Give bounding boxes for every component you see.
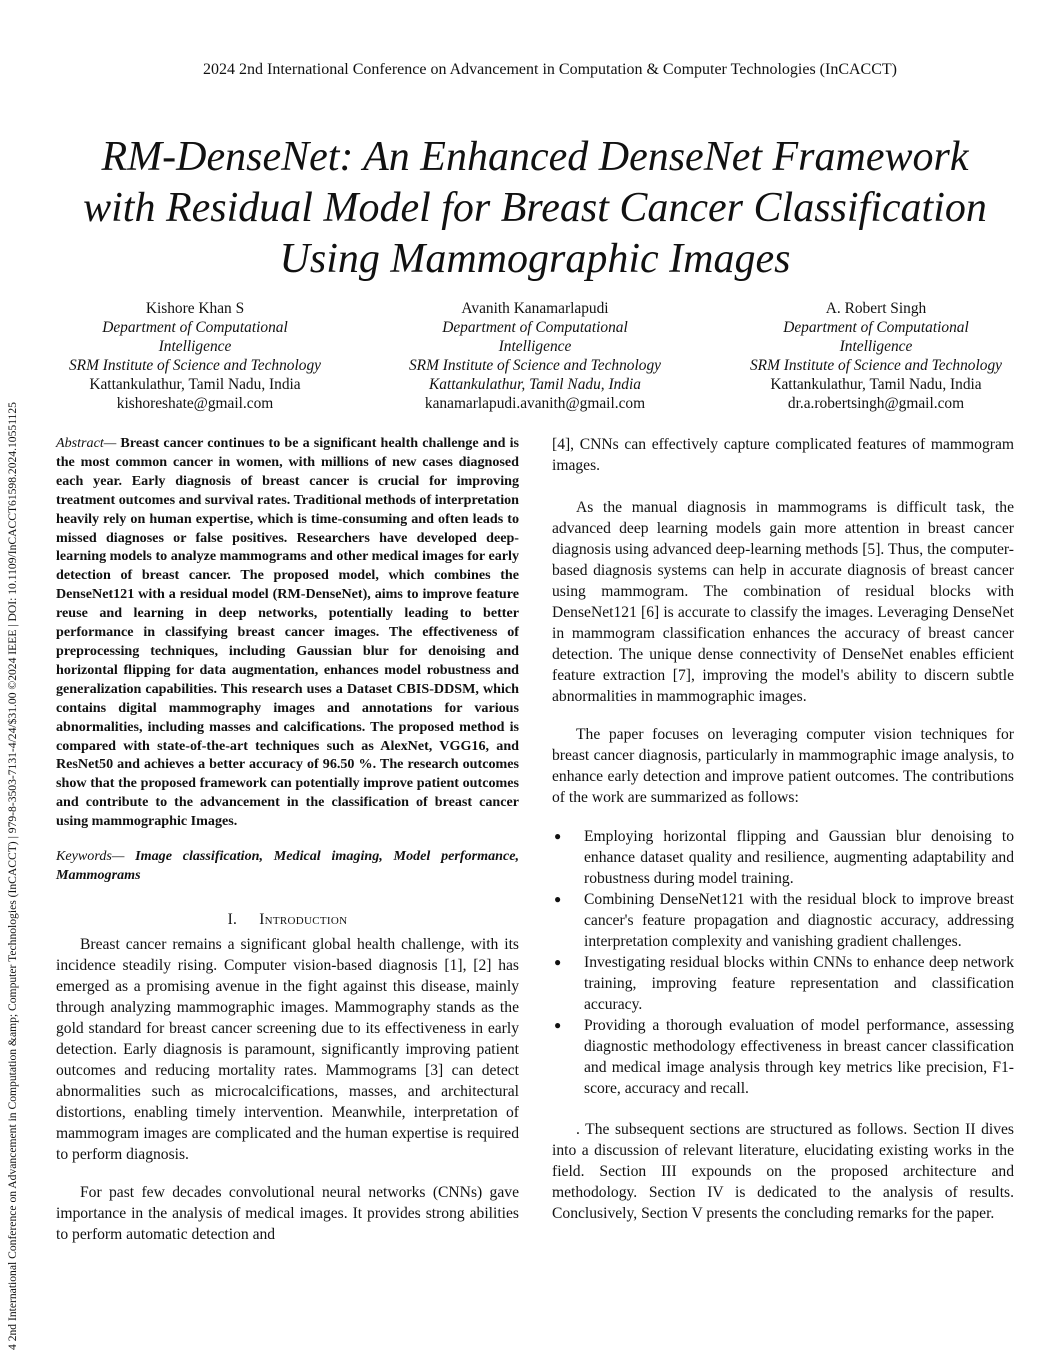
contributions-list	[552, 826, 1014, 1099]
keywords	[56, 847, 519, 885]
intro-paragraph-1: Breast cancer remains a significant global health challenge, with its incidence steadily rising. Computer vision-based diagnosis [1], [2] has emerged as a promising avenue in the fight against this disease, mainly through analyzing mammographic images. Mammography stands as the gold standard for breast cancer screening due to its effectiveness in early detection. Early diagnosis is paramount, significantly improving patient outcomes and reducing mortality rates. Mammograms [3] can detect abnormalities such as microcalcifications, masses, and architectural distortions, enabling timely intervention. Meanwhile, interpretation of mammogram images are complicated and the human expertise is required to perform diagnosis.	[56, 935, 519, 1163]
list-item: ● Investigating residual blocks within CNNs to enhance deep network training, improving feature representation and classification accuracy.	[552, 952, 1014, 1015]
side-doi-stamp: 4 2nd International Conference on Advancement in Computation &amp; Computer Technologies (InCACCT) | 979-8-3503-7131-4/24/$31.00 ©2024 IEEE | DOI: 10.1109/InCACCT61598.2024.10551125	[6, 402, 19, 1350]
author-name: Avanith Kanamarlapudi	[461, 300, 609, 317]
abstract-text: Breast cancer continues to be a significant health challenge and is the most common cancer in women, with millions of new cases diagnosed each year. Early diagnosis of breast cancer is crucial for improving treatment outcomes and survival rates. Traditional methods of interpretation heavily rely on human expertise, which is time-consuming and often leads to missed diagnoses or false positives. Researchers have developed deep-learning models to analyze mammograms and other medical images for early detection of breast cancer. The proposed model, which combines the DenseNet121 with a residual model (RM-DenseNet), aims to improve feature reuse and learning in deep networks, potentially leading to better performance in classifying breast cancer images. The effectiveness of preprocessing techniques, including Gaussian blur for denoising and horizontal flipping for data augmentation, enhances model robustness and generalization capabilities. This research uses a Dataset CBIS-DDSM, which contains digital mammography images and annotations for various abnormalities, including masses and calcifications. The proposed method is compared with state-of-the-art techniques such as AlexNet, VGG16, and ResNet50 and achieves a better accuracy of 96.50 %. The research outcomes show that the proposed framework can potentially improve patient outcomes and contribute to the advancement in the classification of breast cancer using mammographic Images.	[56, 435, 519, 830]
author-location: Kattankulathur, Tamil Nadu, India	[89, 376, 301, 393]
author-block-2	[370, 299, 700, 413]
author-email[interactable]: kishoreshate@gmail.com	[116, 395, 274, 412]
author-name: Kishore Khan S	[145, 300, 245, 317]
author-email[interactable]: kanamarlapudi.avanith@gmail.com	[424, 395, 646, 412]
author-department: Intelligence	[498, 338, 572, 355]
author-block-3	[711, 299, 1041, 413]
body-paragraph-2: As the manual diagnosis in mammograms is difficult task, the advanced deep learning models gain more attention in breast cancer diagnosis using advanced deep-learning methods [5]. Thus, the computer-based diagnosis systems can help in accurate diagnosis of breast cancer using mammogram. The combination of residual blocks with DenseNet121 [6] is accurate to classify the images. Leveraging DenseNet in mammogram classification enhances the accuracy of breast cancer detection. The unique dense connectivity of DenseNet enables efficient feature extraction [7], improving the model's ability to discern subtle abnormalities in mammographic images.	[552, 499, 1014, 705]
author-location: Kattankulathur, Tamil Nadu, India	[429, 376, 641, 393]
author-institute: SRM Institute of Science and Technology	[749, 357, 1003, 374]
author-email[interactable]: dr.a.robertsingh@gmail.com	[787, 395, 965, 412]
author-department: Intelligence	[839, 338, 913, 355]
author-department: Department of Computational	[442, 319, 628, 336]
title-line: Using Mammographic Images	[279, 236, 791, 282]
conference-header: 2024 2nd International Conference on Advancement in Computation & Computer Technologies (InCACCT)	[203, 61, 897, 78]
list-item: ● Providing a thorough evaluation of model performance, assessing diagnostic methodology effectiveness in breast cancer classification and medical image analysis through key metrics like precision, F1-score, accuracy and recall.	[552, 1015, 1014, 1099]
body-paragraph-4: . The subsequent sections are structured as follows. Section II dives into a discussion of relevant literature, elucidating existing works in the field. Section III expounds on the proposed architecture and methodology. Section IV is dedicated to the analysis of results. Conclusively, Section V presents the concluding remarks for the paper.	[552, 1121, 1014, 1222]
title-line: RM-DenseNet: An Enhanced DenseNet Framework	[101, 134, 969, 180]
abstract-lead: Abstract—	[56, 435, 117, 451]
author-institute: SRM Institute of Science and Technology	[408, 357, 662, 374]
list-item: ● Employing horizontal flipping and Gaussian blur denoising to enhance dataset quality and resilience, augmenting adaptability and robustness during model training.	[552, 826, 1014, 889]
author-location: Kattankulathur, Tamil Nadu, India	[770, 376, 982, 393]
keywords-lead: Keywords—	[56, 848, 125, 865]
right-column	[552, 434, 1014, 1224]
section-title: Introduction	[259, 910, 348, 928]
continuation-paragraph: [4], CNNs can effectively capture complicated features of mammogram images.	[552, 436, 1014, 474]
section-number: I.	[227, 910, 238, 928]
list-item: ● Combining DenseNet121 with the residual block to improve breast cancer's feature propagation and diagnostic accuracy, addressing interpretation complexity and vanishing gradient challenges.	[552, 889, 1014, 952]
title-line: with Residual Model for Breast Cancer Classification	[83, 185, 987, 231]
author-block-1	[30, 299, 360, 413]
left-column	[56, 434, 519, 1245]
section-heading-introduction	[56, 909, 519, 930]
body-paragraph-3: The paper focuses on leveraging computer vision techniques for breast cancer diagnosis, particularly in mammographic image analysis, to enhance early detection and improve patient outcomes. The contributions of the work are summarized as follows:	[552, 726, 1014, 806]
author-name: A. Robert Singh	[825, 300, 927, 317]
author-department: Department of Computational	[783, 319, 969, 336]
author-institute: SRM Institute of Science and Technology	[68, 357, 322, 374]
author-department: Intelligence	[158, 338, 232, 355]
paper-title	[30, 132, 1040, 285]
abstract	[56, 434, 519, 831]
keywords-text: Image classification, Medical imaging, Model performance, Mammograms	[56, 848, 519, 883]
author-department: Department of Computational	[102, 319, 288, 336]
intro-paragraph-2: For past few decades convolutional neural networks (CNNs) gave importance in the analysis of medical images. It provides strong abilities to perform automatic detection and	[56, 1183, 519, 1243]
